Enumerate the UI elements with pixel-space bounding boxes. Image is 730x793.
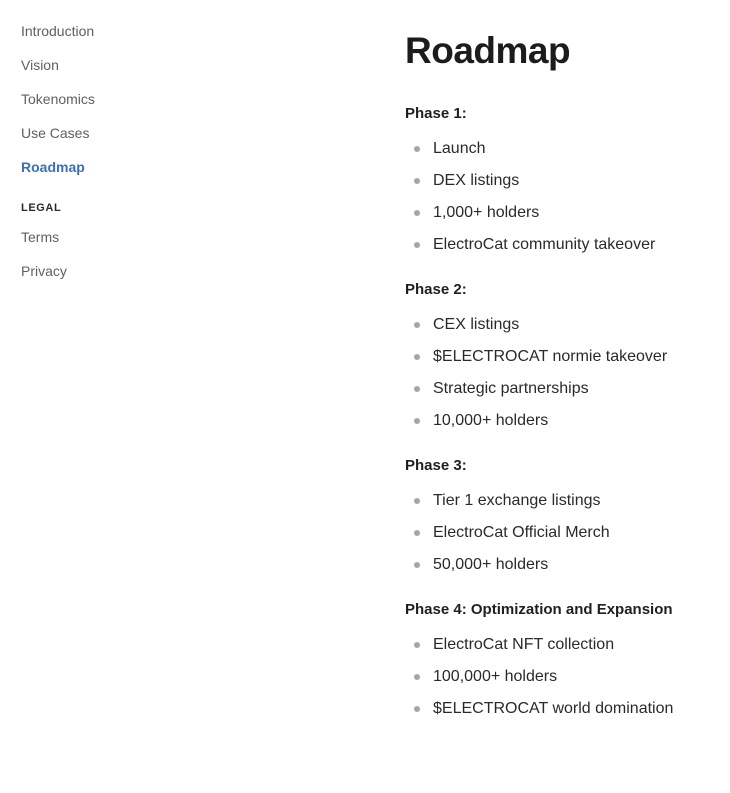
bullet-icon xyxy=(414,530,420,536)
bullet-icon xyxy=(414,674,420,680)
phase-list xyxy=(405,138,725,256)
list-item xyxy=(405,410,725,432)
page-title: Roadmap xyxy=(405,30,571,71)
list-item xyxy=(405,666,725,688)
bullet-icon xyxy=(414,642,420,648)
bullet-icon xyxy=(414,354,420,360)
sidebar-item-terms[interactable]: Terms xyxy=(21,229,60,245)
phase-list xyxy=(405,634,725,720)
list-item xyxy=(405,698,725,720)
list-item-text: 50,000+ holders xyxy=(433,556,549,573)
sidebar-item-tokenomics[interactable]: Tokenomics xyxy=(21,91,95,107)
list-item-text: Tier 1 exchange listings xyxy=(433,492,601,509)
bullet-icon xyxy=(414,210,420,216)
phase-1 xyxy=(405,104,725,256)
phase-title: Phase 1: xyxy=(405,105,467,122)
bullet-icon xyxy=(414,418,420,424)
list-item xyxy=(405,378,725,400)
list-item-text: 1,000+ holders xyxy=(433,204,540,221)
list-item xyxy=(405,202,725,224)
list-item-text: Launch xyxy=(433,140,486,157)
bullet-icon xyxy=(414,498,420,504)
list-item-text: Strategic partnerships xyxy=(433,380,589,397)
phase-title: Phase 2: xyxy=(405,281,467,298)
list-item xyxy=(405,170,725,192)
list-item xyxy=(405,522,725,544)
list-item xyxy=(405,138,725,160)
bullet-icon xyxy=(414,706,420,712)
list-item xyxy=(405,314,725,336)
bullet-icon xyxy=(414,562,420,568)
list-item-text: $ELECTROCAT normie takeover xyxy=(433,348,668,365)
list-item-text: ElectroCat NFT collection xyxy=(433,636,615,653)
list-item xyxy=(405,490,725,512)
bullet-icon xyxy=(414,146,420,152)
phase-2 xyxy=(405,280,725,432)
sidebar-item-use-cases[interactable]: Use Cases xyxy=(21,125,90,141)
list-item xyxy=(405,234,725,256)
list-item-text: 100,000+ holders xyxy=(433,668,558,685)
phase-3 xyxy=(405,456,725,576)
phase-title: Phase 4: Optimization and Expansion xyxy=(405,601,673,618)
phase-list xyxy=(405,490,725,576)
sidebar-item-vision[interactable]: Vision xyxy=(21,57,59,73)
sidebar-section-legal: LEGAL xyxy=(21,202,62,214)
sidebar-nav xyxy=(21,21,221,295)
phase-title: Phase 3: xyxy=(405,457,467,474)
list-item-text: $ELECTROCAT world domination xyxy=(433,700,674,717)
list-item-text: ElectroCat Official Merch xyxy=(433,524,610,541)
bullet-icon xyxy=(414,322,420,328)
list-item-text: CEX listings xyxy=(433,316,520,333)
main-content xyxy=(405,26,725,744)
list-item-text: 10,000+ holders xyxy=(433,412,549,429)
sidebar-item-privacy[interactable]: Privacy xyxy=(21,263,67,279)
phase-4 xyxy=(405,600,725,720)
list-item-text: ElectroCat community takeover xyxy=(433,236,656,253)
list-item-text: DEX listings xyxy=(433,172,520,189)
list-item xyxy=(405,554,725,576)
list-item xyxy=(405,346,725,368)
sidebar-item-roadmap[interactable]: Roadmap xyxy=(21,159,85,175)
bullet-icon xyxy=(414,178,420,184)
phase-list xyxy=(405,314,725,432)
sidebar-item-introduction[interactable]: Introduction xyxy=(21,23,95,39)
bullet-icon xyxy=(414,386,420,392)
list-item xyxy=(405,634,725,656)
bullet-icon xyxy=(414,242,420,248)
